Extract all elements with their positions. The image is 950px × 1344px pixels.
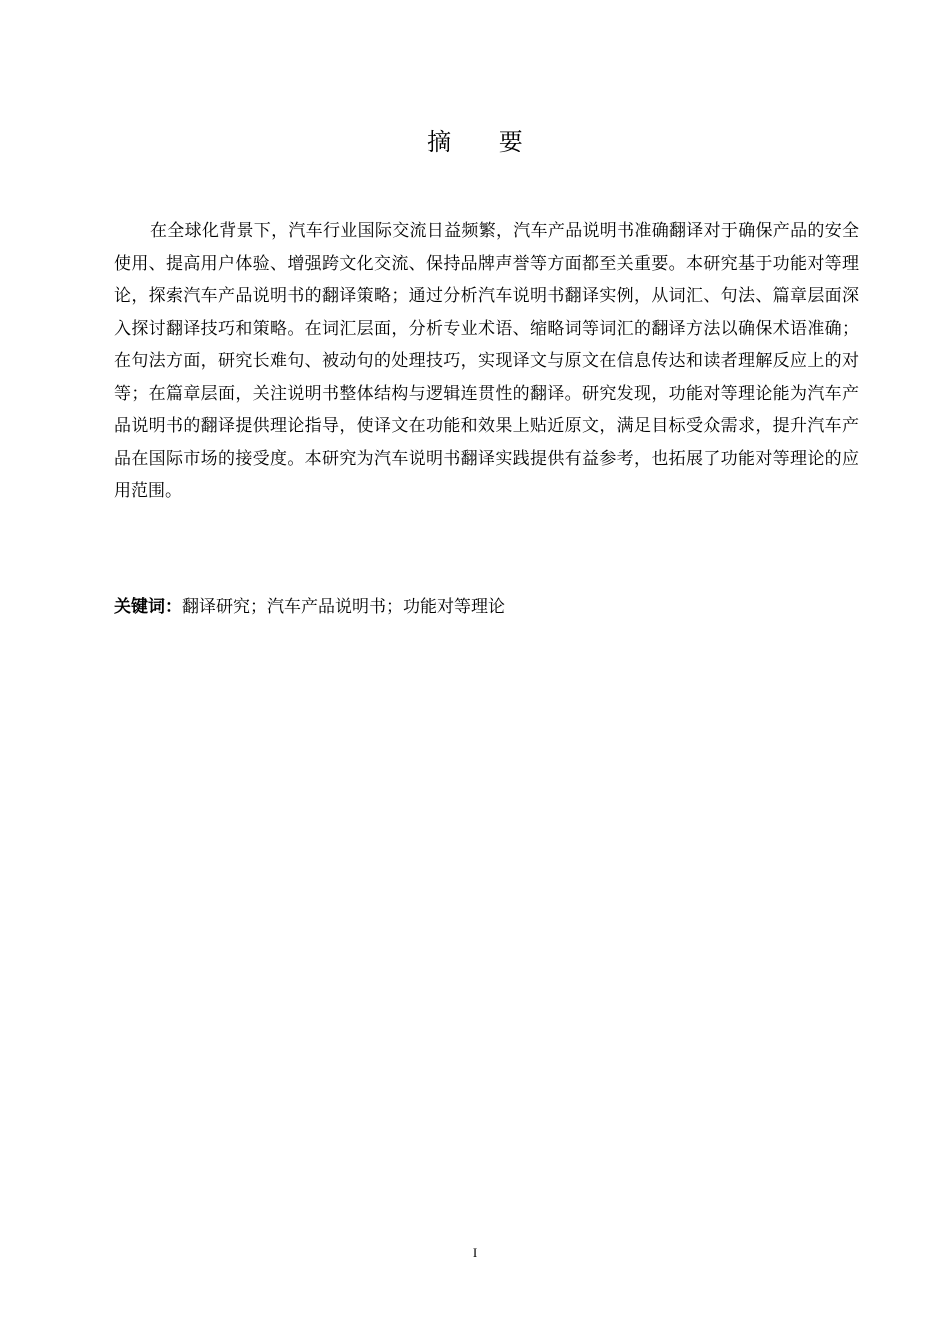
abstract-body: 在全球化背景下，汽车行业国际交流日益频繁，汽车产品说明书准确翻译对于确保产品的安全使用、提高用户体验、增强跨文化交流、保持品牌声誉等方面都至关重要。本研究基于功能对等理论，探索汽车产品说明书的翻译策略；通过分析汽车说明书翻译实例，从词汇、句法、篇章层面深入探讨翻译技巧和策略。在词汇层面，分析专业术语、缩略词等词汇的翻译方法以确保术语准确；在句法方面，研究长难句、被动句的处理技巧，实现译文与原文在信息传达和读者理解反应上的对等；在篇章层面，关注说明书整体结构与逻辑连贯性的翻译。研究发现，功能对等理论能为汽车产品说明书的翻译提供理论指导，使译文在功能和效果上贴近原文，满足目标受众需求，提升汽车产品在国际市场的接受度。本研究为汽车说明书翻译实践提供有益参考，也拓展了功能对等理论的应用范围。 bbox=[114, 221, 859, 501]
page-number: I bbox=[472, 1245, 478, 1260]
keywords-line bbox=[114, 591, 859, 623]
abstract-title: 摘 要 bbox=[427, 128, 543, 156]
keywords-value: 翻译研究；汽车产品说明书；功能对等理论 bbox=[182, 597, 505, 617]
keywords-label: 关键词： bbox=[114, 597, 182, 617]
